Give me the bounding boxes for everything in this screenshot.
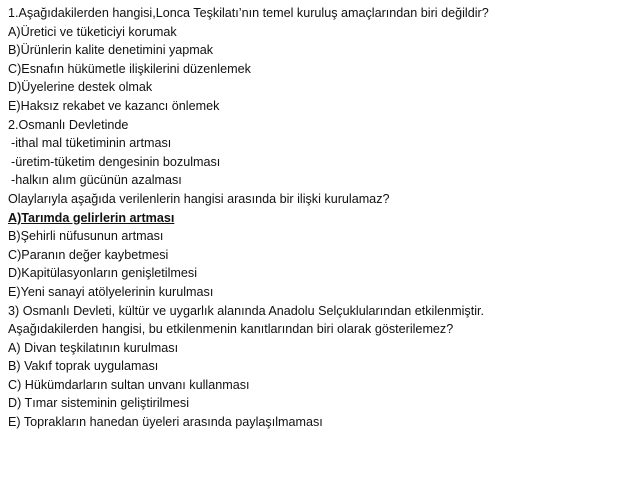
q3-option-e: E) Toprakların hanedan üyeleri arasında paylaşılmaması [8,415,323,430]
q1-option-d: D)Üyelerine destek olmak [8,80,153,95]
q3-option-d: D) Tımar sisteminin geliştirilmesi [8,396,190,411]
q3-option-a: A) Divan teşkilatının kurulması [8,340,179,355]
q3-intro: 3) Osmanlı Devleti, kültür ve uygarlık alanında Anadolu Selçuklularından etkilenmiştir. [8,303,485,318]
document-body [8,4,633,432]
q1-option-c: C)Esnafın hükümetle ilişkilerini düzenlemek [8,61,251,76]
q2-question: Olaylarıyla aşağıda verilenlerin hangisi arasında bir ilişki kurulamaz? [8,191,390,206]
q2-item-1: -ithal mal tüketiminin artması [11,136,172,151]
q2-item-2: -üretim-tüketim dengesinin bozulması [11,154,221,169]
q1-option-a: A)Üretici ve tüketiciyi korumak [8,24,177,39]
q2-option-d: D)Kapitülasyonların genişletilmesi [8,266,197,281]
q3-option-b: B) Vakıf toprak uygulaması [8,359,159,374]
q2-option-e: E)Yeni sanayi atölyelerinin kurulması [8,284,214,299]
q2-intro: 2.Osmanlı Devletinde [8,117,129,132]
q3-option-c: C) Hükümdarların sultan unvanı kullanması [8,377,250,392]
q1-option-b: B)Ürünlerin kalite denetimini yapmak [8,43,214,58]
q2-option-a-answer: A)Tarımda gelirlerin artması [8,210,175,225]
q2-option-b: B)Şehirli nüfusunun artması [8,229,164,244]
q1-question: 1.Aşağıdakilerden hangisi,Lonca Teşkilatı’nın temel kuruluş amaçlarından biri değildir? [8,6,489,20]
q2-option-c: C)Paranın değer kaybetmesi [8,247,169,262]
q2-item-3: -halkın alım gücünün azalması [11,173,182,188]
q3-question: Aşağıdakilerden hangisi, bu etkilenmenin kanıtlarından biri olarak gösterilemez? [8,322,454,337]
q1-option-e: E)Haksız rekabet ve kazancı önlemek [8,98,220,113]
